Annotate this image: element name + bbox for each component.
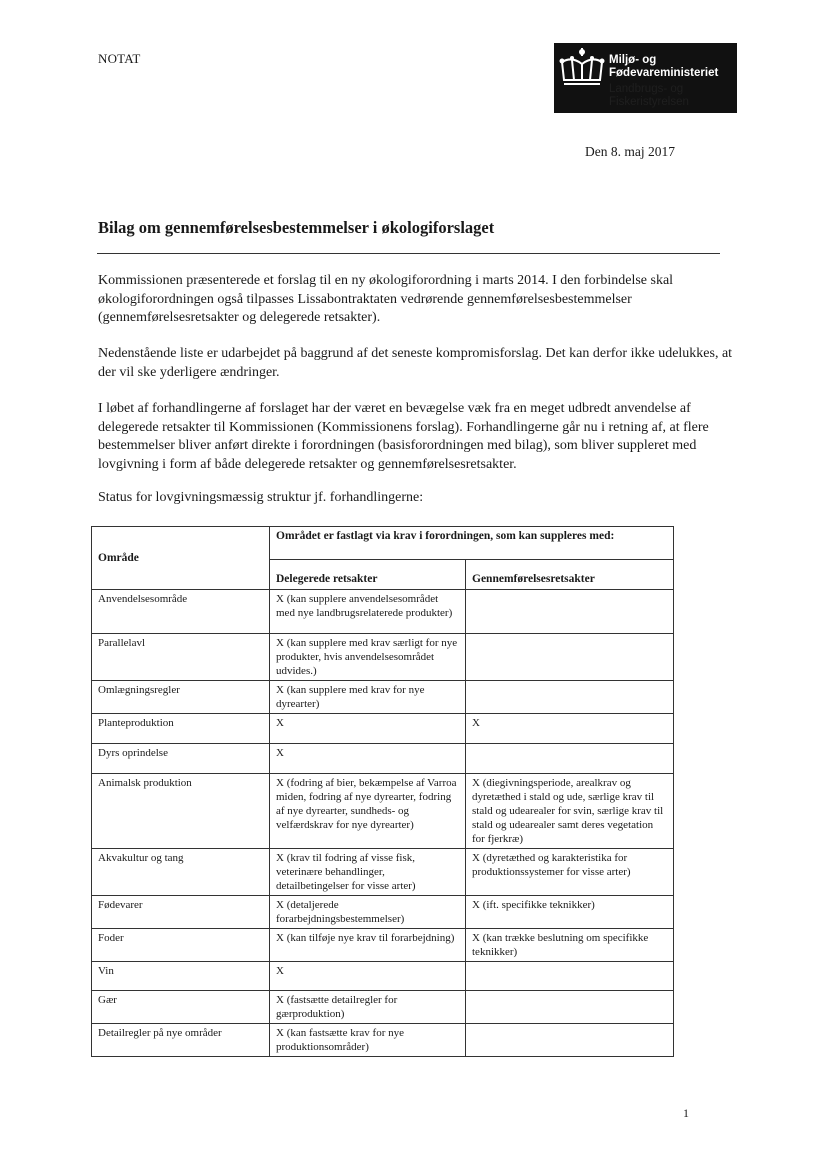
implementing-cell: X (kan trække beslutning om specifikke teknikker) <box>466 929 674 962</box>
delegated-cell: X <box>270 962 466 991</box>
implementing-cell: X (ift. specifikke teknikker) <box>466 896 674 929</box>
logo-line-2: Fødevareministeriet <box>609 67 719 79</box>
table-row <box>92 714 674 744</box>
page-number: 1 <box>683 1106 689 1120</box>
table-row <box>92 744 674 774</box>
document-date: Den 8. maj 2017 <box>585 144 675 159</box>
paragraph-status-intro: Status for lovgivningsmæssig struktur jf. forhandlingerne: <box>98 490 424 505</box>
column-header-area: Område <box>92 527 270 590</box>
implementing-cell: X (dyretæthed og karakteristika for produktionssystemer for visse arter) <box>466 849 674 896</box>
title-divider <box>97 253 720 254</box>
implementing-cell <box>466 991 674 1024</box>
delegated-cell: X (fastsætte detailregler for gærproduktion) <box>270 991 466 1024</box>
delegated-cell: X <box>270 714 466 744</box>
legislation-status-table <box>91 526 674 1057</box>
ministry-logo <box>554 43 737 113</box>
implementing-cell: X (diegivningsperiode, arealkrav og dyretæthed i stald og ude, særlige krav til stald og udearealer for svin, særlige krav til stald og udearealer samt deres vegetation for fjerkræ) <box>466 774 674 849</box>
area-cell: Dyrs oprindelse <box>92 744 270 774</box>
area-cell: Detailregler på nye områder <box>92 1024 270 1057</box>
table-row <box>92 634 674 681</box>
table-row <box>92 590 674 634</box>
area-cell: Akvakultur og tang <box>92 849 270 896</box>
column-header-delegated: Delegerede retsakter <box>270 560 466 590</box>
delegated-cell: X (kan supplere med krav særligt for nye produkter, hvis anvendelsesområdet udvides.) <box>270 634 466 681</box>
logo-line-4: Fiskeristyrelsen <box>609 96 689 108</box>
area-cell: Animalsk produktion <box>92 774 270 849</box>
implementing-cell <box>466 681 674 714</box>
table-row <box>92 774 674 849</box>
document-type-label: NOTAT <box>98 51 141 66</box>
area-cell: Foder <box>92 929 270 962</box>
implementing-cell <box>466 634 674 681</box>
column-header-group: Området er fastlagt via krav i forordningen, som kan suppleres med: <box>270 527 674 560</box>
delegated-cell: X (krav til fodring af visse fisk, veterinære behandlinger, detailbetingelser for visse arter) <box>270 849 466 896</box>
implementing-cell <box>466 590 674 634</box>
delegated-cell: X (detaljerede forarbejdningsbestemmelser) <box>270 896 466 929</box>
paragraph-basis: Nedenstående liste er udarbejdet på baggrund af det seneste kompromisforslag. Det kan derfor ikke udelukkes, at der vil ske yderligere ændringer. <box>98 346 733 380</box>
delegated-cell: X (kan supplere anvendelsesområdet med nye landbrugsrelaterede produkter) <box>270 590 466 634</box>
paragraph-intro: Kommissionen præsenterede et forslag til en ny økologiforordning i marts 2014. I den forbindelse skal økologiforordningen også tilpasses Lissabontraktaten vedrørende gennemførelsesbestemmelser (gennemførelsesretsakter og delegerede retsakter). <box>98 273 674 325</box>
table-row <box>92 849 674 896</box>
table-row <box>92 991 674 1024</box>
implementing-cell <box>466 962 674 991</box>
area-cell: Parallelavl <box>92 634 270 681</box>
implementing-cell <box>466 1024 674 1057</box>
area-cell: Vin <box>92 962 270 991</box>
delegated-cell: X (kan tilføje nye krav til forarbejdning) <box>270 929 466 962</box>
delegated-cell: X (fodring af bier, bekæmpelse af Varroa miden, fodring af nye dyrearter, fodring af nye dyrearter, sundheds- og velfærdskrav for nye dyrearter) <box>270 774 466 849</box>
table-row <box>92 1024 674 1057</box>
area-cell: Gær <box>92 991 270 1024</box>
area-cell: Omlægningsregler <box>92 681 270 714</box>
table-row <box>92 962 674 991</box>
document-title: Bilag om gennemførelsesbestemmelser i økologiforslaget <box>98 218 495 237</box>
logo-line-3: Landbrugs- og <box>609 83 684 95</box>
delegated-cell: X (kan fastsætte krav for nye produktionsområder) <box>270 1024 466 1057</box>
crown-icon <box>556 46 608 90</box>
area-cell: Fødevarer <box>92 896 270 929</box>
delegated-cell: X <box>270 744 466 774</box>
paragraph-negotiations: I løbet af forhandlingerne af forslaget har der været en bevægelse væk fra en meget udbredt anvendelse af delegerede retsakter til Kommissionen (Kommissionens forslag). Forhandlingerne går nu i retning af, at flere bestemmelser bliver anført direkte i forordningen (basisforordningen med bilag), som bliver suppleret med lovgivning i form af både delegerede retsakter og gennemførelsesretsakter. <box>98 401 709 472</box>
area-cell: Anvendelsesområde <box>92 590 270 634</box>
implementing-cell: X <box>466 714 674 744</box>
column-header-implementing: Gennemførelsesretsakter <box>466 560 674 590</box>
table-row <box>92 896 674 929</box>
logo-line-1: Miljø- og <box>609 54 657 66</box>
table-row <box>92 681 674 714</box>
table-row <box>92 929 674 962</box>
implementing-cell <box>466 744 674 774</box>
area-cell: Planteproduktion <box>92 714 270 744</box>
delegated-cell: X (kan supplere med krav for nye dyrearter) <box>270 681 466 714</box>
